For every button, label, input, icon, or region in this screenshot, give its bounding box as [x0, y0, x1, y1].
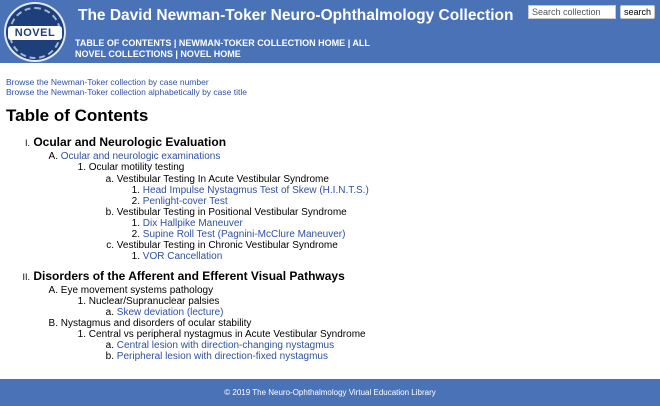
toc-section	[6, 136, 226, 149]
toc-marker: A.	[48, 285, 58, 296]
browse-links	[6, 77, 247, 97]
toc-marker: b.	[105, 351, 114, 362]
toc-section	[6, 270, 345, 283]
browse-by-number-link[interactable]: Browse the Newman-Toker collection by case number	[6, 77, 209, 87]
toc-marker: I.	[24, 138, 30, 148]
toc-marker: B.	[48, 318, 58, 329]
site-title: The David Newman-Toker Neuro-Ophthalmology Collection	[78, 7, 514, 24]
toc-label: Vestibular Testing in Chronic Vestibular Syndrome	[116, 240, 338, 251]
toc-link[interactable]: Skew deviation (lecture)	[116, 307, 224, 318]
toc-marker: 1.	[131, 185, 140, 196]
site-header	[0, 0, 660, 63]
toc-heading: Disorders of the Afferent and Efferent Visual Pathways	[33, 269, 345, 283]
toc-marker: b.	[105, 207, 114, 218]
toc-label: Nystagmus and disorders of ocular stability	[60, 318, 252, 329]
nav-novel-home[interactable]: NOVEL HOME	[180, 49, 241, 59]
site-footer	[0, 379, 660, 406]
top-nav	[75, 38, 395, 60]
nav-collection-home[interactable]: NEWMAN-TOKER COLLECTION HOME	[178, 38, 346, 48]
toc-label: Vestibular Testing In Acute Vestibular Syndrome	[116, 174, 329, 185]
toc-marker: 1.	[131, 218, 140, 229]
toc-marker: 1.	[77, 162, 86, 173]
toc-label: Nuclear/Supranuclear palsies	[88, 296, 220, 307]
toc-link[interactable]: Ocular and neurologic examinations	[60, 151, 221, 162]
search-input[interactable]	[528, 5, 616, 19]
toc-link[interactable]: Penlight-cover Test	[142, 196, 228, 207]
footer-copyright: © 2019 The Neuro-Ophthalmology Virtual Education Library	[224, 388, 436, 397]
search-button[interactable]: search	[620, 5, 655, 19]
toc-link[interactable]: Dix Hallpike Maneuver	[142, 218, 243, 229]
toc-label: Central vs peripheral nystagmus in Acute Vestibular Syndrome	[88, 329, 366, 340]
toc-marker: II.	[22, 272, 30, 282]
nav-separator: |	[171, 38, 179, 48]
logo-text: NOVEL	[8, 26, 62, 40]
toc-link[interactable]: VOR Cancellation	[142, 251, 223, 262]
toc-link[interactable]: Peripheral lesion with direction-fixed nystagmus	[116, 351, 328, 362]
novel-logo[interactable]	[4, 2, 66, 62]
toc-heading: Ocular and Neurologic Evaluation	[33, 135, 227, 149]
toc-label: Vestibular Testing in Positional Vestibular Syndrome	[116, 207, 347, 218]
toc-item	[74, 162, 184, 174]
toc-link[interactable]: Central lesion with direction-changing nystagmus	[116, 340, 335, 351]
nav-table-of-contents[interactable]: TABLE OF CONTENTS	[75, 38, 172, 48]
toc-item	[128, 251, 222, 263]
nav-separator: |	[345, 38, 353, 48]
toc-item	[102, 351, 328, 363]
toc-marker: 2.	[131, 229, 140, 240]
toc-marker: 2.	[131, 196, 140, 207]
toc-marker: A.	[48, 151, 58, 162]
toc-label: Eye movement systems pathology	[60, 285, 214, 296]
toc-marker: 1.	[77, 296, 86, 307]
page-title: Table of Contents	[6, 106, 149, 125]
toc-link[interactable]: Head Impulse Nystagmus Test of Skew (H.I.N.T.S.)	[142, 185, 369, 196]
browse-by-title-link[interactable]: Browse the Newman-Toker collection alphabetically by case title	[6, 87, 247, 97]
toc-marker: 1.	[131, 251, 140, 262]
toc-marker: 1.	[77, 329, 86, 340]
toc-marker: a.	[105, 307, 114, 318]
toc-label: Ocular motility testing	[88, 162, 185, 173]
toc-marker: a.	[105, 174, 114, 185]
nav-separator: |	[172, 49, 181, 59]
toc-marker: c.	[106, 240, 114, 251]
nav-all-collections[interactable]: ALL NOVEL COLLECTIONS	[75, 38, 370, 59]
toc-marker: a.	[105, 340, 114, 351]
toc-link[interactable]: Supine Roll Test (Pagnini-McClure Maneuver)	[142, 229, 346, 240]
